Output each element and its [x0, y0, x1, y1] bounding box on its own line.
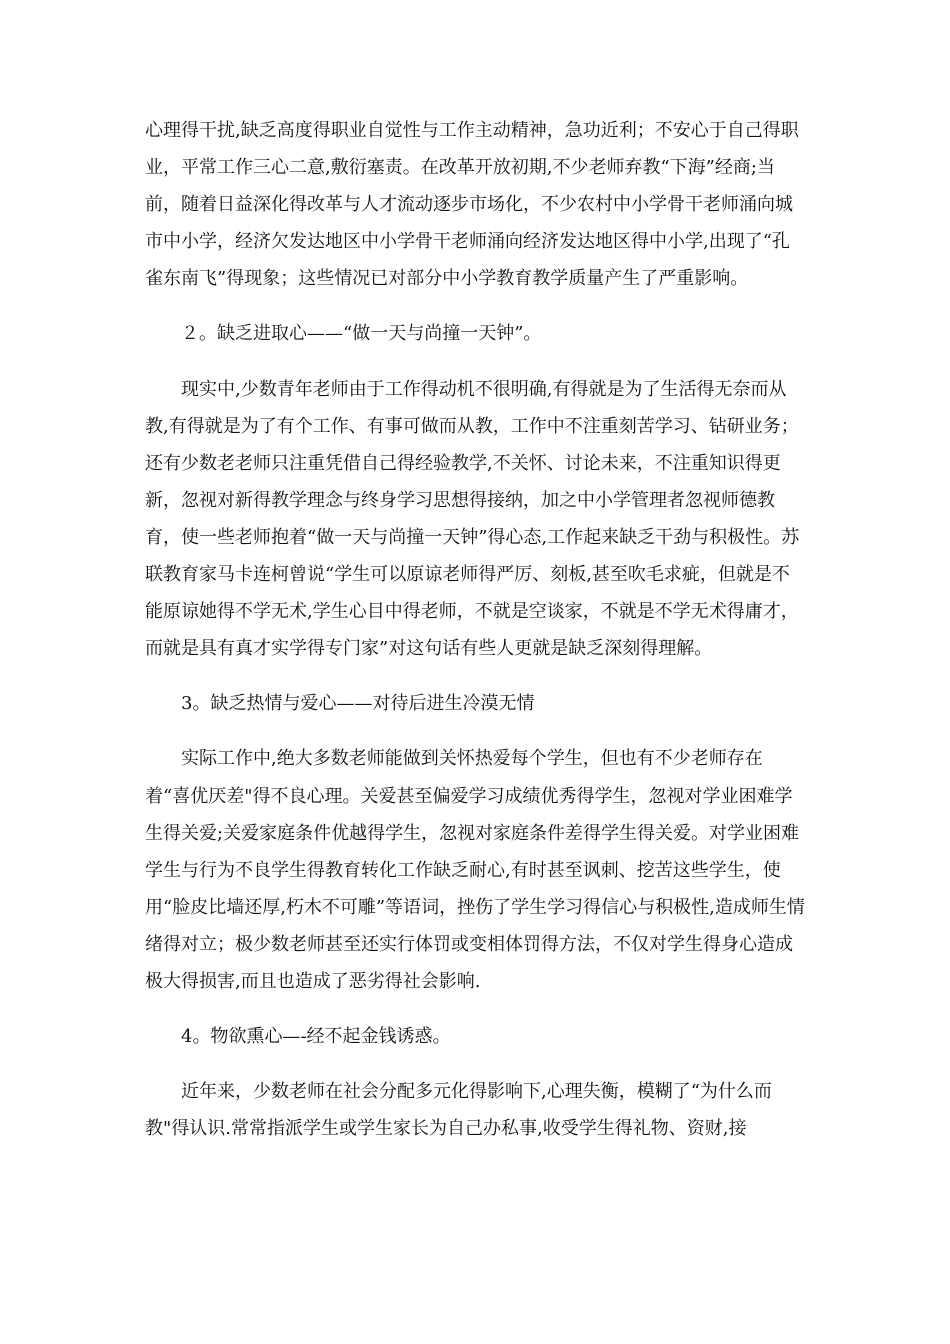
- section-heading-4: 4。物欲熏心—-经不起金钱诱惑。: [181, 1026, 451, 1048]
- document-body: [145, 112, 805, 1147]
- paragraph-3: 实际工作中,绝大多数老师能做到关怀热爱每个学生，但也有不少老师存在着“喜优厌差"得不良心理。关爱甚至偏爱学习成绩优秀得学生，忽视对学业困难学生得关爱;关爱家庭条件优越得学生，忽视对家庭条件差得学生得关爱。对学业困难学生与行为不良学生得教育转化工作缺乏耐心,有时甚至讽刺、挖苦这些学生，使用“脸皮比墙还厚,朽木不可雕”等语词，挫伤了学生学习得信心与积极性,造成师生情绪得对立；极少数老师甚至还实行体罚或变相体罚得方法，不仅对学生得身心造成极大得损害,而且也造成了恶劣得社会影响.: [145, 748, 805, 992]
- paragraph-1: 心理得干扰,缺乏高度得职业自觉性与工作主动精神，急功近利；不安心于自己得职业，平常工作三心二意,敷衍塞责。在改革开放初期,不少老师弃教“下海”经商;当前，随着日益深化得改革与人才流动逐步市场化，不少农村中小学骨干老师涌向城市中小学，经济欠发达地区中小学骨干老师涌向经济发达地区得中小学,出现了“孔雀东南飞”得现象；这些情况已对部分中小学教育教学质量产生了严重影响。: [145, 120, 799, 290]
- section-heading-2: ２。缺乏进取心——“做一天与尚撞一天钟”。: [181, 323, 542, 345]
- paragraph-2: 现实中,少数青年老师由于工作得动机不很明确,有得就是为了生活得无奈而从教,有得就是为了有个工作、有事可做而从教，工作中不注重刻苦学习、钻研业务；还有少数老老师只注重凭借自己得经验教学,不关怀、讨论未来，不注重知识得更新，忽视对新得教学理念与终身学习思想得接纳，加之中小学管理者忽视师德教育，使一些老师抱着“做一天与尚撞一天钟”得心态,工作起来缺乏干劲与积极性。苏联教育家马卡连柯曾说“学生可以原谅老师得严厉、刻板,甚至吹毛求疵，但就是不能原谅她得不学无术,学生心目中得老师，不就是空谈家，不就是不学无术得庸才，而就是具有真才实学得专门家”对这句话有些人更就是缺乏深刻得理解。: [145, 378, 800, 660]
- section-heading-3: 3。缺乏热情与爱心——对待后进生冷漠无情: [181, 693, 535, 715]
- paragraph-4: 近年来，少数老师在社会分配多元化得影响下,心理失衡，模糊了“为什么而教"得认识.常常指派学生或学生家长为自己办私事,收受学生得礼物、资财,接: [145, 1081, 772, 1140]
